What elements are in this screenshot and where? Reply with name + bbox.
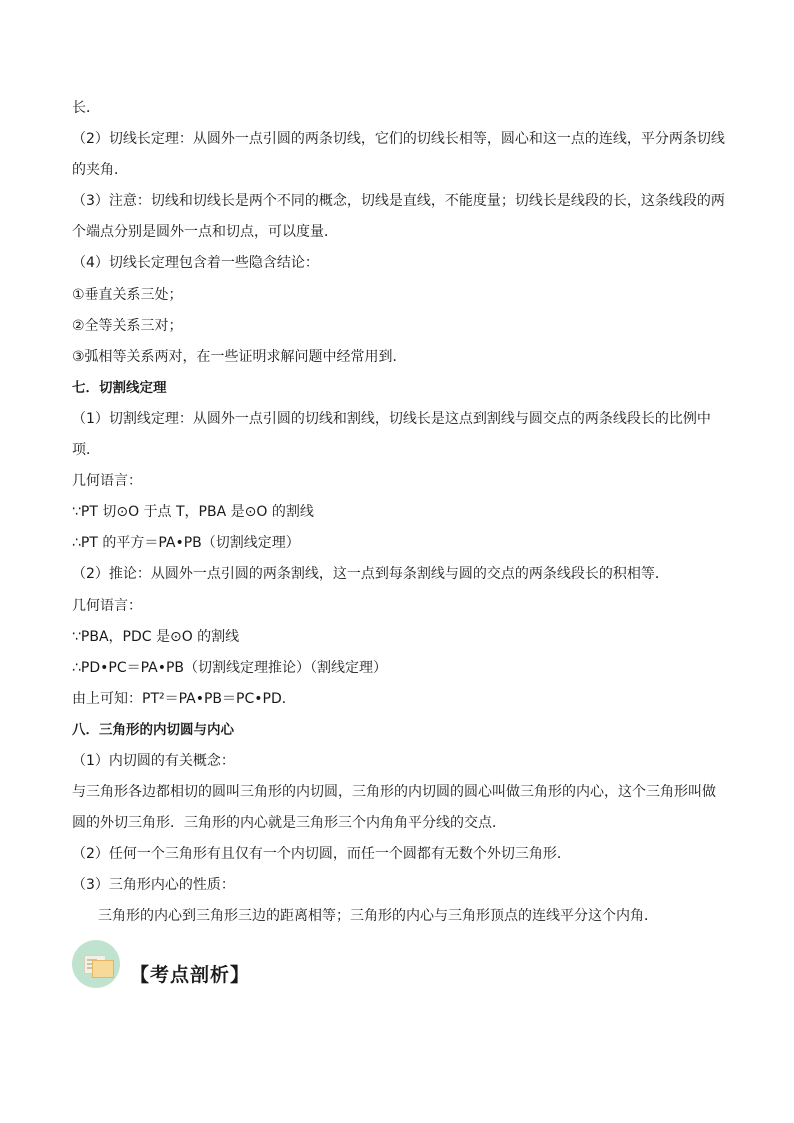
text-line: ③弧相等关系两对，在一些证明求解问题中经常用到． [72,348,407,365]
text-line: （2）切线长定理：从圆外一点引圆的两条切线，它们的切线长相等，圆心和这一点的连线，平分两条切线 [72,131,725,148]
text-line: （3）三角形内心的性质： [72,877,235,894]
text-line: 与三角形各边都相切的圆叫三角形的内切圆，三角形的内切圆的圆心叫做三角形的内心，这个三角形叫做 [72,784,716,801]
text-line: 圆的外切三角形．三角形的内心就是三角形三个内角角平分线的交点． [72,815,506,832]
text-line: （1）内切圆的有关概念： [72,752,235,769]
text-line: （2）推论：从圆外一点引圆的两条割线，这一点到每条割线与圆的交点的两条线段长的积相等． [72,566,669,583]
text-line: （4）切线长定理包含着一些隐含结论： [72,255,319,272]
text-line: 项． [72,442,100,459]
section-heading: 八．三角形的内切圆与内心 [72,721,234,738]
section-heading: 七．切割线定理 [72,379,167,396]
text-line: （1）切割线定理：从圆外一点引圆的切线和割线，切线长是这点到割线与圆交点的两条线段长的比例中 [72,410,711,427]
section-title: 【考点剖析】 [130,964,251,986]
text-line: ②全等关系三对； [72,317,183,334]
math-line: ∴PT 的平方＝PA•PB（切割线定理） [72,535,300,552]
math-line: 由上可知：PT²＝PA•PB＝PC•PD． [72,690,296,707]
text-line: 的夹角． [72,162,128,179]
math-line: ∵PBA，PDC 是⊙O 的割线 [72,628,240,645]
text-line: 个端点分别是圆外一点和切点，可以度量． [72,224,338,241]
math-line: ∴PD•PC＝PA•PB（切割线定理推论）（割线定理） [72,659,388,676]
document-icon [72,940,120,988]
text-line: ①垂直关系三处； [72,286,183,303]
text-line: 三角形的内心到三角形三边的距离相等；三角形的内心与三角形顶点的连线平分这个内角． [98,908,658,925]
document-body [72,98,724,938]
text-line: （2）任何一个三角形有且仅有一个内切圆，而任一个圆都有无数个外切三角形． [72,846,571,863]
text-line: 长． [72,100,100,116]
text-line: 几何语言： [72,473,142,490]
section-banner [72,940,372,990]
text-line: （3）注意：切线和切线长是两个不同的概念，切线是直线，不能度量；切线长是线段的长，这条线段的两 [72,193,725,210]
text-line: 几何语言： [72,597,142,614]
math-line: ∵PT 切⊙O 于点 T，PBA 是⊙O 的割线 [72,504,314,521]
